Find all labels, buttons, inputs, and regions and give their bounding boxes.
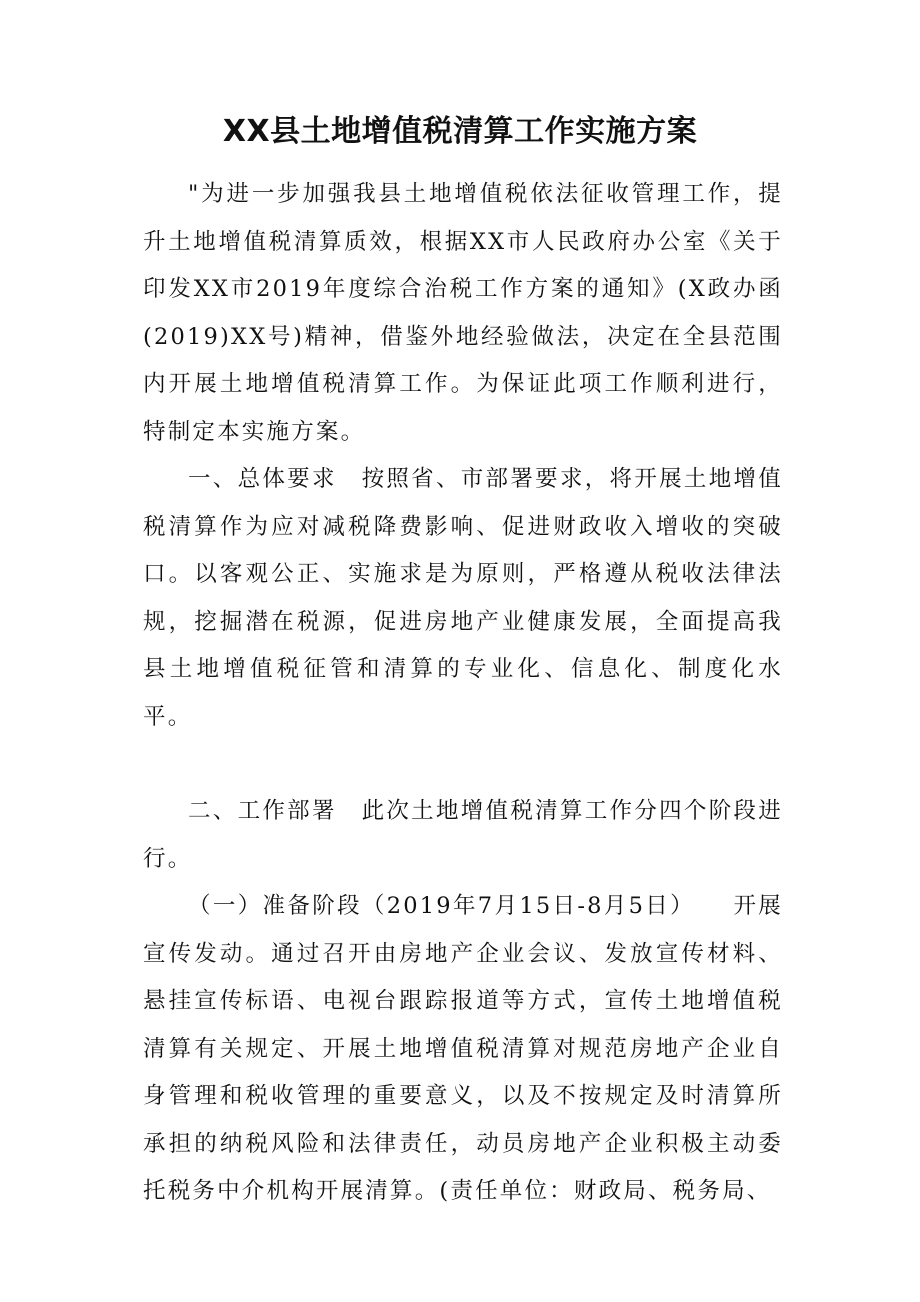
section-preparation-stage	[143, 883, 783, 1216]
heading-spacer	[337, 466, 362, 492]
section-heading: （一）准备阶段（2019年7月15日-8月5日）	[188, 893, 684, 919]
section-heading: 二、工作部署	[188, 798, 337, 824]
heading-spacer	[337, 798, 362, 824]
section-general-requirements	[143, 456, 783, 741]
heading-spacer	[684, 893, 734, 919]
document-title: XX县土地增值税清算工作实施方案	[222, 114, 698, 149]
section-work-deployment	[143, 788, 783, 883]
paragraph-text: 此次土地增值税清算工作分四个阶段进行。	[143, 798, 784, 872]
paragraph-text: "为进一步加强我县土地增值税依法征收管理工作，提升土地增值税清算质效，根据XX市人民政府办公室《关于印发XX市2019年度综合治税工作方案的通知》(X政办函(2019)XX号)精神，借鉴外地经验做法，决定在全县范围内开展土地增值税清算工作。为保证此项工作顺利进行，特制定本实施方案。	[143, 181, 783, 445]
paragraph-text: 按照省、市部署要求，将开展土地增值税清算作为应对减税降费影响、促进财政收入增收的突破口。以客观公正、实施求是为原则，严格遵从税收法律法规，挖掘潜在税源，促进房地产业健康发展，全面提高我县土地增值税征管和清算的专业化、信息化、制度化水平。	[143, 466, 784, 730]
section-heading: 一、总体要求	[188, 466, 337, 492]
document-body	[143, 171, 783, 1216]
intro-paragraph	[143, 171, 783, 456]
paragraph-text: 开展宣传发动。通过召开由房地产企业会议、发放宣传材料、悬挂宣传标语、电视台跟踪报道等方式，宣传土地增值税清算有关规定、开展土地增值税清算对规范房地产企业自身管理和税收管理的重要意义，以及不按规定及时清算所承担的纳税风险和法律责任，动员房地产企业积极主动委托税务中介机构开展清算。(责任单位：财政局、税务局、	[143, 893, 783, 1204]
